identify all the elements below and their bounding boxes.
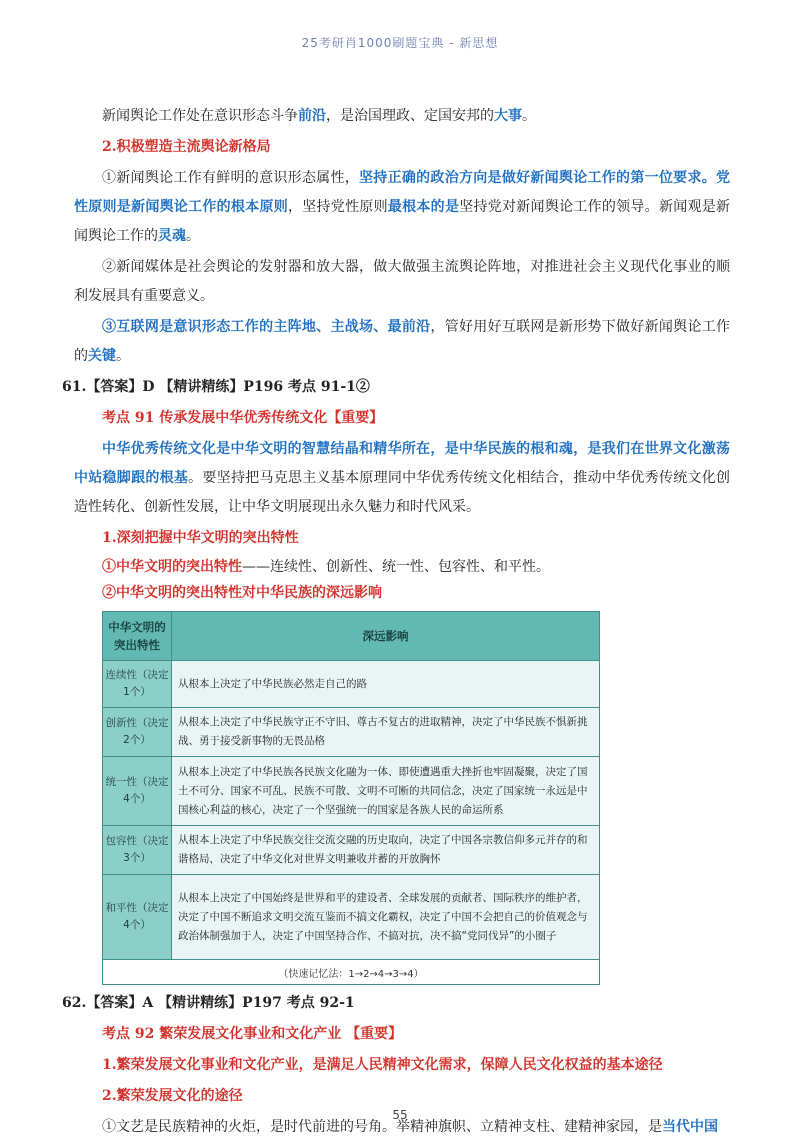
table-row: [103, 661, 600, 708]
section-heading-new-pattern: 2.积极塑造主流舆论新格局: [102, 139, 271, 155]
page-content: [62, 102, 731, 1144]
paragraph-news-frontline: 新闻舆论工作处在意识形态斗争前沿，是治国理政、定国安邦的大事。: [102, 108, 536, 124]
paragraph-internet: ③互联网是意识形态工作的主阵地、主战场、最前沿，管好用好互联网是新形势下做好新闻舆论工作的关键。: [74, 319, 731, 364]
influence-cell: 从根本上决定了中华民族守正不守旧、尊古不复古的进取精神，决定了中华民族不惧新挑战、勇于接受新事物的无畏品格: [172, 708, 600, 757]
feature-cell: 创新性（决定2个）: [103, 708, 172, 757]
paragraph-literature-art: ①文艺是民族精神的火炬，是时代前进的号角。举精神旗帜、立精神支柱、建精神家园，是当代中国: [102, 1119, 718, 1135]
influence-cell: 从根本上决定了中华民族必然走自己的路: [172, 661, 600, 708]
feature-cell: 连续性（决定1个）: [103, 661, 172, 708]
heading-influence: ②中华文明的突出特性对中华民族的深远影响: [102, 585, 382, 601]
paragraph-news-media: ②新闻媒体是社会舆论的发射器和放大器，做大做强主流舆论阵地，对推进社会主义现代化事业的顺利发展具有重要意义。: [74, 259, 730, 304]
influence-cell: 从根本上决定了中华民族各民族文化融为一体、即使遭遇重大挫折也牢固凝聚，决定了国土不可分、国家不可乱、民族不可散、文明不可断的共同信念，决定了国家统一永远是中国核心利益的核心，决定了一个坚强统一的国家是各族人民的命运所系: [172, 757, 600, 826]
feature-list: ①中华文明的突出特性——连续性、创新性、统一性、包容性、和平性。: [102, 559, 550, 575]
table-row: [103, 708, 600, 757]
topic-91: 考点 91 传承发展中华优秀传统文化【重要】: [102, 410, 384, 426]
table-header-influence: 深远影响: [172, 612, 600, 661]
answer-61: 61.【答案】D 【精讲精练】P196 考点 91-1②: [62, 379, 370, 395]
heading-civilization-features: 1.深刻把握中华文明的突出特性: [102, 530, 299, 546]
features-table: [102, 611, 600, 985]
page-number: 55: [392, 1108, 408, 1122]
feature-cell: 和平性（决定4个）: [103, 875, 172, 960]
table-header-feature: 中华文明的突出特性: [103, 612, 172, 661]
feature-cell: 包容性（决定3个）: [103, 826, 172, 875]
table-row: [103, 875, 600, 960]
table-row: [103, 826, 600, 875]
answer-62: 62.【答案】A 【精讲精练】P197 考点 92-1: [62, 995, 355, 1011]
page-header: 25考研肖1000刷题宝典 - 新思想: [301, 36, 499, 50]
influence-cell: 从根本上决定了中国始终是世界和平的建设者、全球发展的贡献者、国际秩序的维护者，决定了中国不断追求文明交流互鉴而不搞文化霸权，决定了中国不会把自己的价值观念与政治体制强加于人，决定了中国坚持合作、不搞对抗，决不搞“党同伐异”的小圈子: [172, 875, 600, 960]
heading-culture-paths: 2.繁荣发展文化的途径: [102, 1088, 243, 1104]
feature-cell: 统一性（决定4个）: [103, 757, 172, 826]
paragraph-traditional-culture: 中华优秀传统文化是中华文明的智慧结晶和精华所在，是中华民族的根和魂，是我们在世界文化激荡中站稳脚跟的根基。要坚持把马克思主义基本原理同中华优秀传统文化相结合，推动中华优秀传统文化创造性转化、创新性发展，让中华文明展现出永久魅力和时代风采。: [74, 441, 731, 515]
paragraph-ideology-attribute: ①新闻舆论工作有鲜明的意识形态属性，坚持正确的政治方向是做好新闻舆论工作的第一位要求。党性原则是新闻舆论工作的根本原则，坚持党性原则最根本的是坚持党对新闻舆论工作的领导。新闻观是新闻舆论工作的灵魂。: [74, 170, 731, 244]
table-row: [103, 757, 600, 826]
memory-tip: （快速记忆法：1→2→4→3→4）: [103, 960, 600, 985]
table-footer-row: [103, 960, 600, 985]
topic-92: 考点 92 繁荣发展文化事业和文化产业 【重要】: [102, 1026, 403, 1042]
heading-basic-path: 1.繁荣发展文化事业和文化产业，是满足人民精神文化需求，保障人民文化权益的基本途径: [102, 1057, 663, 1073]
influence-cell: 从根本上决定了中华民族交往交流交融的历史取向，决定了中国各宗教信仰多元并存的和谐格局，决定了中华文化对世界文明兼收并蓄的开放胸怀: [172, 826, 600, 875]
